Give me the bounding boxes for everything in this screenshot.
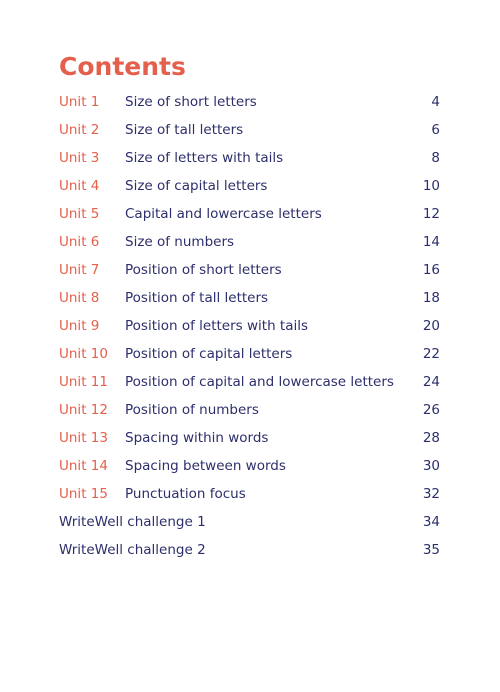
unit-number: Unit 14 [59, 458, 108, 474]
challenge-label: WriteWell challenge 1 [59, 514, 206, 530]
toc-row[interactable] [59, 88, 440, 116]
toc-row[interactable] [59, 340, 440, 368]
page-number: 34 [422, 514, 440, 530]
page-number: 30 [422, 458, 440, 474]
page-number: 28 [422, 430, 440, 446]
unit-number: Unit 13 [59, 430, 108, 446]
toc-row[interactable] [59, 312, 440, 340]
unit-number: Unit 12 [59, 402, 108, 418]
page-number: 26 [422, 402, 440, 418]
challenge-label: WriteWell challenge 2 [59, 542, 206, 558]
page-number: 12 [422, 206, 440, 222]
unit-topic: Size of tall letters [125, 122, 244, 138]
toc-row[interactable] [59, 200, 440, 228]
unit-number: Unit 7 [59, 262, 100, 278]
page-number: 6 [431, 122, 440, 138]
toc-row[interactable] [59, 284, 440, 312]
page-number: 4 [431, 94, 440, 110]
page-title: Contents [59, 52, 186, 81]
unit-number: Unit 11 [59, 374, 108, 390]
unit-number: Unit 1 [59, 94, 100, 110]
unit-topic: Spacing between words [125, 458, 286, 474]
page-number: 8 [431, 150, 440, 166]
unit-number: Unit 4 [59, 178, 100, 194]
toc-row[interactable] [59, 144, 440, 172]
toc-row[interactable] [59, 228, 440, 256]
page-number: 14 [422, 234, 440, 250]
toc-row[interactable] [59, 480, 440, 508]
unit-number: Unit 10 [59, 346, 108, 362]
toc-row[interactable] [59, 116, 440, 144]
page-number: 22 [422, 346, 440, 362]
toc-row[interactable] [59, 256, 440, 284]
unit-topic: Position of capital and lowercase letters [125, 374, 394, 390]
page-number: 16 [422, 262, 440, 278]
unit-number: Unit 5 [59, 206, 100, 222]
unit-topic: Size of capital letters [125, 178, 268, 194]
page-number: 32 [422, 486, 440, 502]
unit-number: Unit 15 [59, 486, 108, 502]
unit-number: Unit 3 [59, 150, 100, 166]
unit-topic: Size of short letters [125, 94, 257, 110]
unit-number: Unit 8 [59, 290, 100, 306]
contents-list [59, 88, 440, 564]
unit-topic: Size of letters with tails [125, 150, 284, 166]
page-number: 18 [422, 290, 440, 306]
unit-number: Unit 2 [59, 122, 100, 138]
unit-topic: Position of letters with tails [125, 318, 309, 334]
unit-topic: Position of numbers [125, 402, 259, 418]
unit-topic: Position of short letters [125, 262, 282, 278]
page-number: 35 [422, 542, 440, 558]
toc-row[interactable] [59, 172, 440, 200]
unit-number: Unit 9 [59, 318, 100, 334]
unit-topic: Size of numbers [125, 234, 235, 250]
unit-topic: Position of capital letters [125, 346, 293, 362]
unit-topic: Capital and lowercase letters [125, 206, 322, 222]
unit-number: Unit 6 [59, 234, 100, 250]
toc-row[interactable] [59, 452, 440, 480]
page-number: 20 [422, 318, 440, 334]
page-number: 10 [422, 178, 440, 194]
unit-topic: Position of tall letters [125, 290, 269, 306]
toc-row-challenge[interactable] [59, 536, 440, 564]
page-number: 24 [422, 374, 440, 390]
toc-row[interactable] [59, 368, 440, 396]
toc-row[interactable] [59, 424, 440, 452]
toc-row-challenge[interactable] [59, 508, 440, 536]
unit-topic: Punctuation focus [125, 486, 246, 502]
unit-topic: Spacing within words [125, 430, 269, 446]
toc-row[interactable] [59, 396, 440, 424]
